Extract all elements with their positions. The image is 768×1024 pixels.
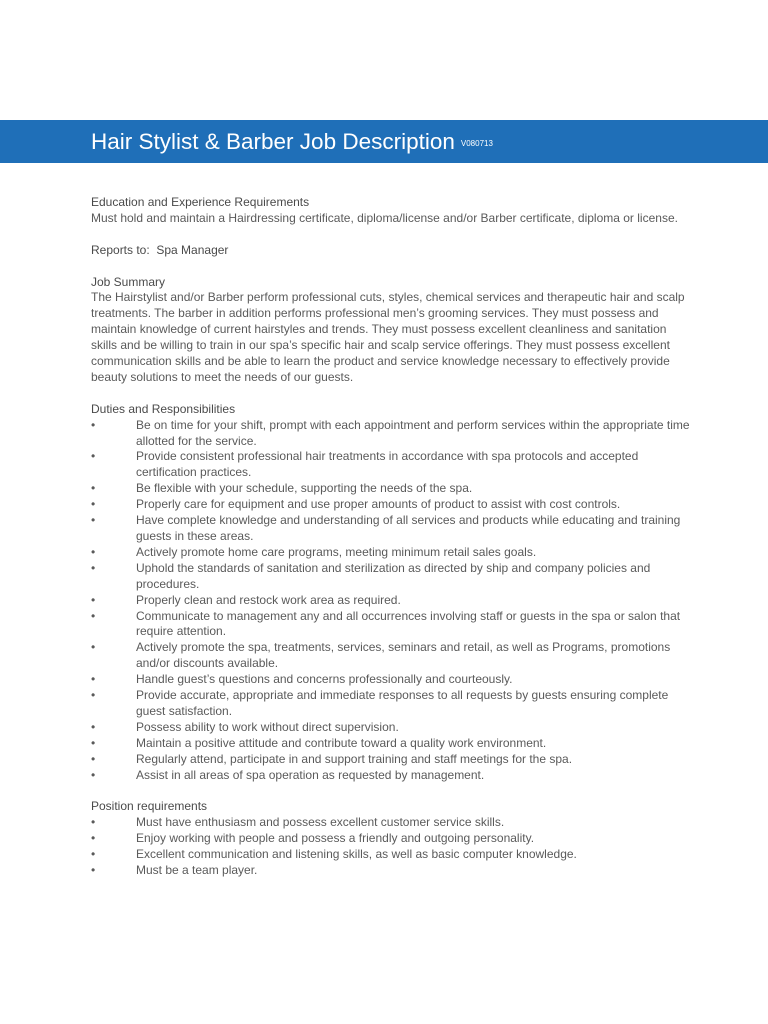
bullet-icon: •: [91, 688, 96, 703]
reports-to-label: Reports to:: [91, 242, 150, 257]
education-heading: Education and Experience Requirements: [91, 195, 310, 209]
list-item-text: Excellent communication and listening skills, as well as basic computer knowledge.: [136, 847, 577, 862]
duties-heading: Duties and Responsibilities: [91, 401, 236, 416]
list-item-text: Uphold the standards of sanitation and sterilization as directed by ship and company policies and procedures.: [136, 560, 651, 591]
list-item-text: Possess ability to work without direct supervision.: [136, 719, 399, 734]
bullet-icon: •: [91, 497, 96, 512]
list-item: [91, 640, 691, 672]
bullet-icon: •: [91, 815, 96, 830]
list-item-text: Assist in all areas of spa operation as requested by management.: [136, 767, 485, 782]
bullet-icon: •: [91, 735, 96, 750]
version-code: V080713: [460, 139, 493, 148]
list-item-text: Must be a team player.: [136, 863, 258, 877]
list-item-text: Provide consistent professional hair treatments in accordance with spa protocols and accepted certification practices.: [136, 449, 639, 480]
list-item-text: Properly care for equipment and use proper amounts of product to assist with cost controls.: [136, 497, 621, 512]
bullet-icon: •: [91, 767, 96, 782]
bullet-icon: •: [91, 592, 96, 607]
bullet-icon: •: [91, 831, 96, 846]
bullet-icon: •: [91, 417, 96, 432]
list-item: [91, 863, 691, 879]
list-item-text: Communicate to management any and all occurrences involving staff or guests in the spa or salon that require attention.: [136, 608, 681, 639]
list-item: [91, 497, 691, 513]
list-item: [91, 768, 691, 784]
list-item: [91, 815, 691, 831]
bullet-icon: •: [91, 719, 96, 734]
list-item-text: Actively promote home care programs, meeting minimum retail sales goals.: [136, 544, 537, 559]
list-item: [91, 688, 691, 720]
list-item: [91, 418, 691, 450]
position-heading: Position requirements: [91, 799, 208, 814]
reports-to-line: [91, 243, 691, 259]
list-item: [91, 736, 691, 752]
list-item-text: Properly clean and restock work area as required.: [136, 592, 401, 607]
list-item: [91, 593, 691, 609]
list-item-text: Handle guest’s questions and concerns professionally and courteously.: [136, 672, 513, 687]
bullet-icon: •: [91, 640, 96, 655]
list-item: [91, 831, 691, 847]
bullet-icon: •: [91, 608, 96, 623]
duties-list: [91, 418, 691, 784]
list-item: [91, 720, 691, 736]
bullet-icon: •: [91, 751, 96, 766]
list-item-text: Have complete knowledge and understanding of all services and products while educating and training guests in these areas.: [136, 513, 681, 543]
bullet-icon: •: [91, 481, 96, 496]
list-item: [91, 449, 691, 481]
bullet-icon: •: [91, 847, 96, 862]
position-requirements-list: [91, 815, 691, 879]
spacer: [91, 386, 691, 402]
reports-to-value: Spa Manager: [156, 242, 229, 257]
spacer: [91, 227, 691, 243]
list-item-text: Maintain a positive attitude and contribute toward a quality work environment.: [136, 735, 547, 750]
list-item: [91, 609, 691, 641]
list-item: [91, 513, 691, 545]
document-body: [91, 195, 691, 879]
list-item-text: Enjoy working with people and possess a friendly and outgoing personality.: [136, 831, 535, 846]
bullet-icon: •: [91, 544, 96, 559]
document-title: Hair Stylist & Barber Job Description: [91, 128, 455, 154]
bullet-icon: •: [91, 863, 96, 877]
list-item: [91, 561, 691, 593]
education-text: Must hold and maintain a Hairdressing certificate, diploma/license and/or Barber certificate, diploma or license.: [91, 210, 678, 225]
spacer: [91, 259, 691, 275]
list-item-text: Must have enthusiasm and possess excellent customer service skills.: [136, 815, 505, 830]
bullet-icon: •: [91, 672, 96, 687]
title-bar: [0, 120, 768, 163]
job-summary-heading: Job Summary: [91, 274, 166, 289]
list-item: [91, 752, 691, 768]
job-summary-text: The Hairstylist and/or Barber perform professional cuts, styles, chemical services and therapeutic hair and scalp treatments. The barber in addition performs professional men’s grooming services. They must possess and maintain knowledge of current hairstyles and trends. They must possess excellent cleanliness and sanitation skills and be willing to train in our spa’s specific hair and scalp service offerings. They must possess excellent communication skills and be able to learn the product and service knowledge necessary to effectively provide beauty solutions to meet the needs of our guests.: [91, 290, 685, 384]
list-item-text: Actively promote the spa, treatments, services, seminars and retail, as well as Programs, promotions and/or discounts available.: [136, 640, 671, 671]
bullet-icon: •: [91, 513, 96, 528]
list-item: [91, 847, 691, 863]
list-item: [91, 481, 691, 497]
bullet-icon: •: [91, 449, 96, 464]
list-item-text: Be on time for your shift, prompt with each appointment and perform services within the appropriate time allotted for the service.: [136, 417, 690, 448]
bullet-icon: •: [91, 560, 96, 575]
list-item-text: Be flexible with your schedule, supporting the needs of the spa.: [136, 481, 473, 496]
list-item-text: Provide accurate, appropriate and immediate responses to all requests by guests ensuring complete guest satisfaction.: [136, 688, 669, 718]
list-item-text: Regularly attend, participate in and support training and staff meetings for the spa.: [136, 751, 573, 766]
spacer: [91, 783, 691, 799]
list-item: [91, 672, 691, 688]
list-item: [91, 545, 691, 561]
